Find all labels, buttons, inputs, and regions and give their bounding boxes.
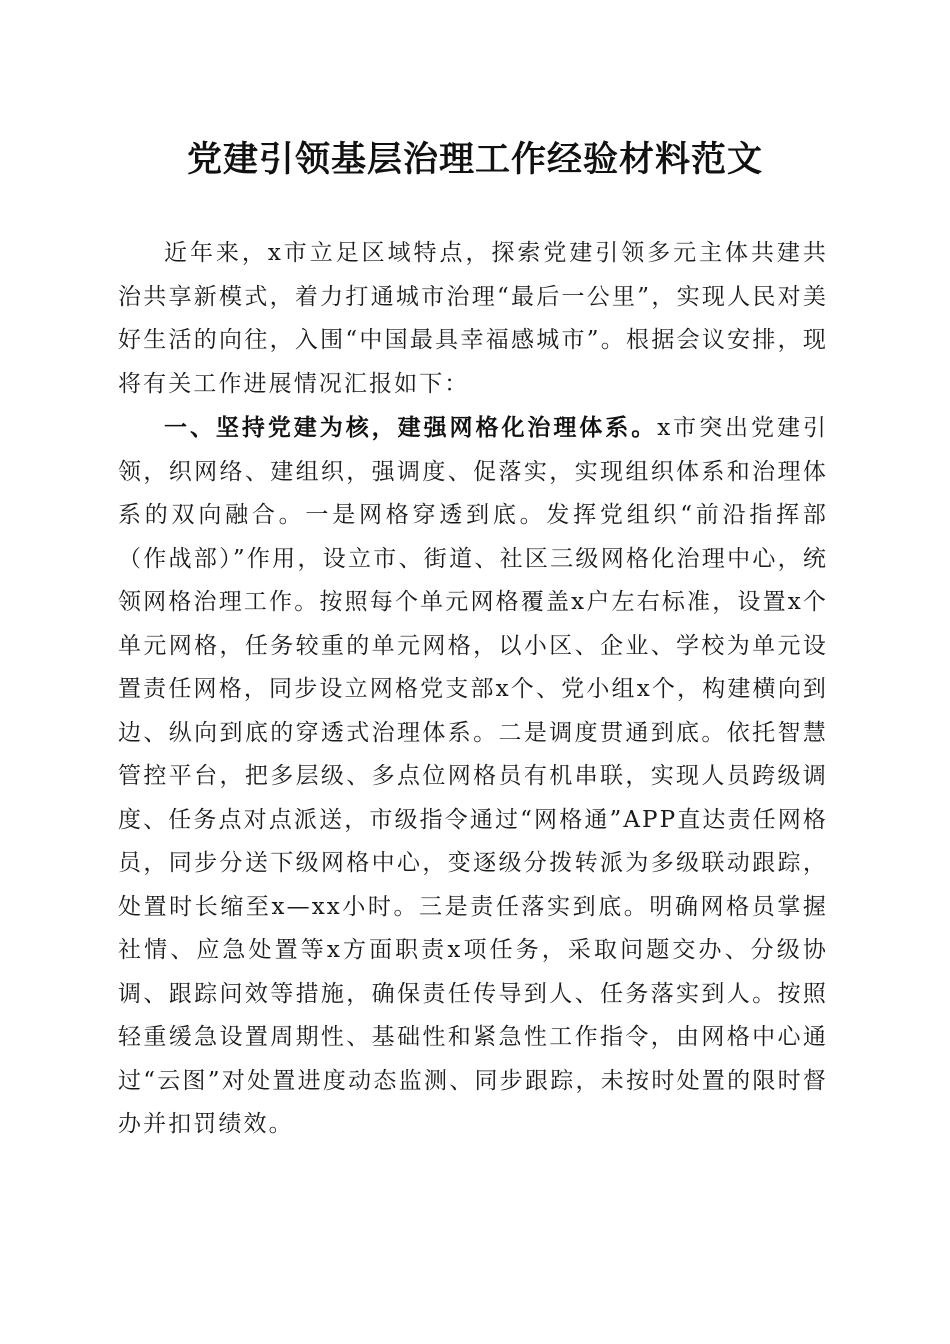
document-title: 党建引领基层治理工作经验材料范文 xyxy=(186,139,763,180)
section-one-text: x市突出党建引领，织网络、建组织，强调度、促落实，实现组织体系和治理体系的双向融合。一是网格穿透到底。发挥党组织“前沿指挥部（作战部）”作用，设立市、街道、社区三级网格化治理中心，统领网格治理工作。按照每个单元网格覆盖x户左右标准，设置x个单元网格，任务较重的单元网格，以小区、企业、学校为单元设置责任网格，同步设立网格党支部x个、党小组x个，构建横向到边、纵向到底的穿透式治理体系。二是调度贯通到底。依托智慧管控平台，把多层级、多点位网格员有机串联，实现人员跨级调度、任务点对点派送，市级指令通过“网格通”APP直达责任网格员，同步分送下级网格中心，变逐级分拨转派为多级联动跟踪，处置时长缩至x—xx小时。三是责任落实到底。明确网格员掌握社情、应急处置等x方面职责x项任务，采取问题交办、分级协调、跟踪问效等措施，确保责任传导到人、任务落实到人。按照轻重缓急设置周期性、基础性和紧急性工作指令，由网格中心通过“云图”对处置进度动态监测、同步跟踪，未按时处置的限时督办并扣罚绩效。 xyxy=(118,415,828,1137)
section-one-paragraph xyxy=(118,406,828,1147)
intro-paragraph-text: 近年来，x市立足区域特点，探索党建引领多元主体共建共治共享新模式，着力打通城市治理“最后一公里”，实现人民对美好生活的向往，入围“中国最具幸福感城市”。根据会议安排，现将有关工作进展情况汇报如下： xyxy=(118,240,828,397)
document-body xyxy=(118,232,828,1147)
section-one-heading: 一、坚持党建为核，建强网格化治理体系。 xyxy=(164,414,658,441)
intro-paragraph xyxy=(118,232,828,406)
